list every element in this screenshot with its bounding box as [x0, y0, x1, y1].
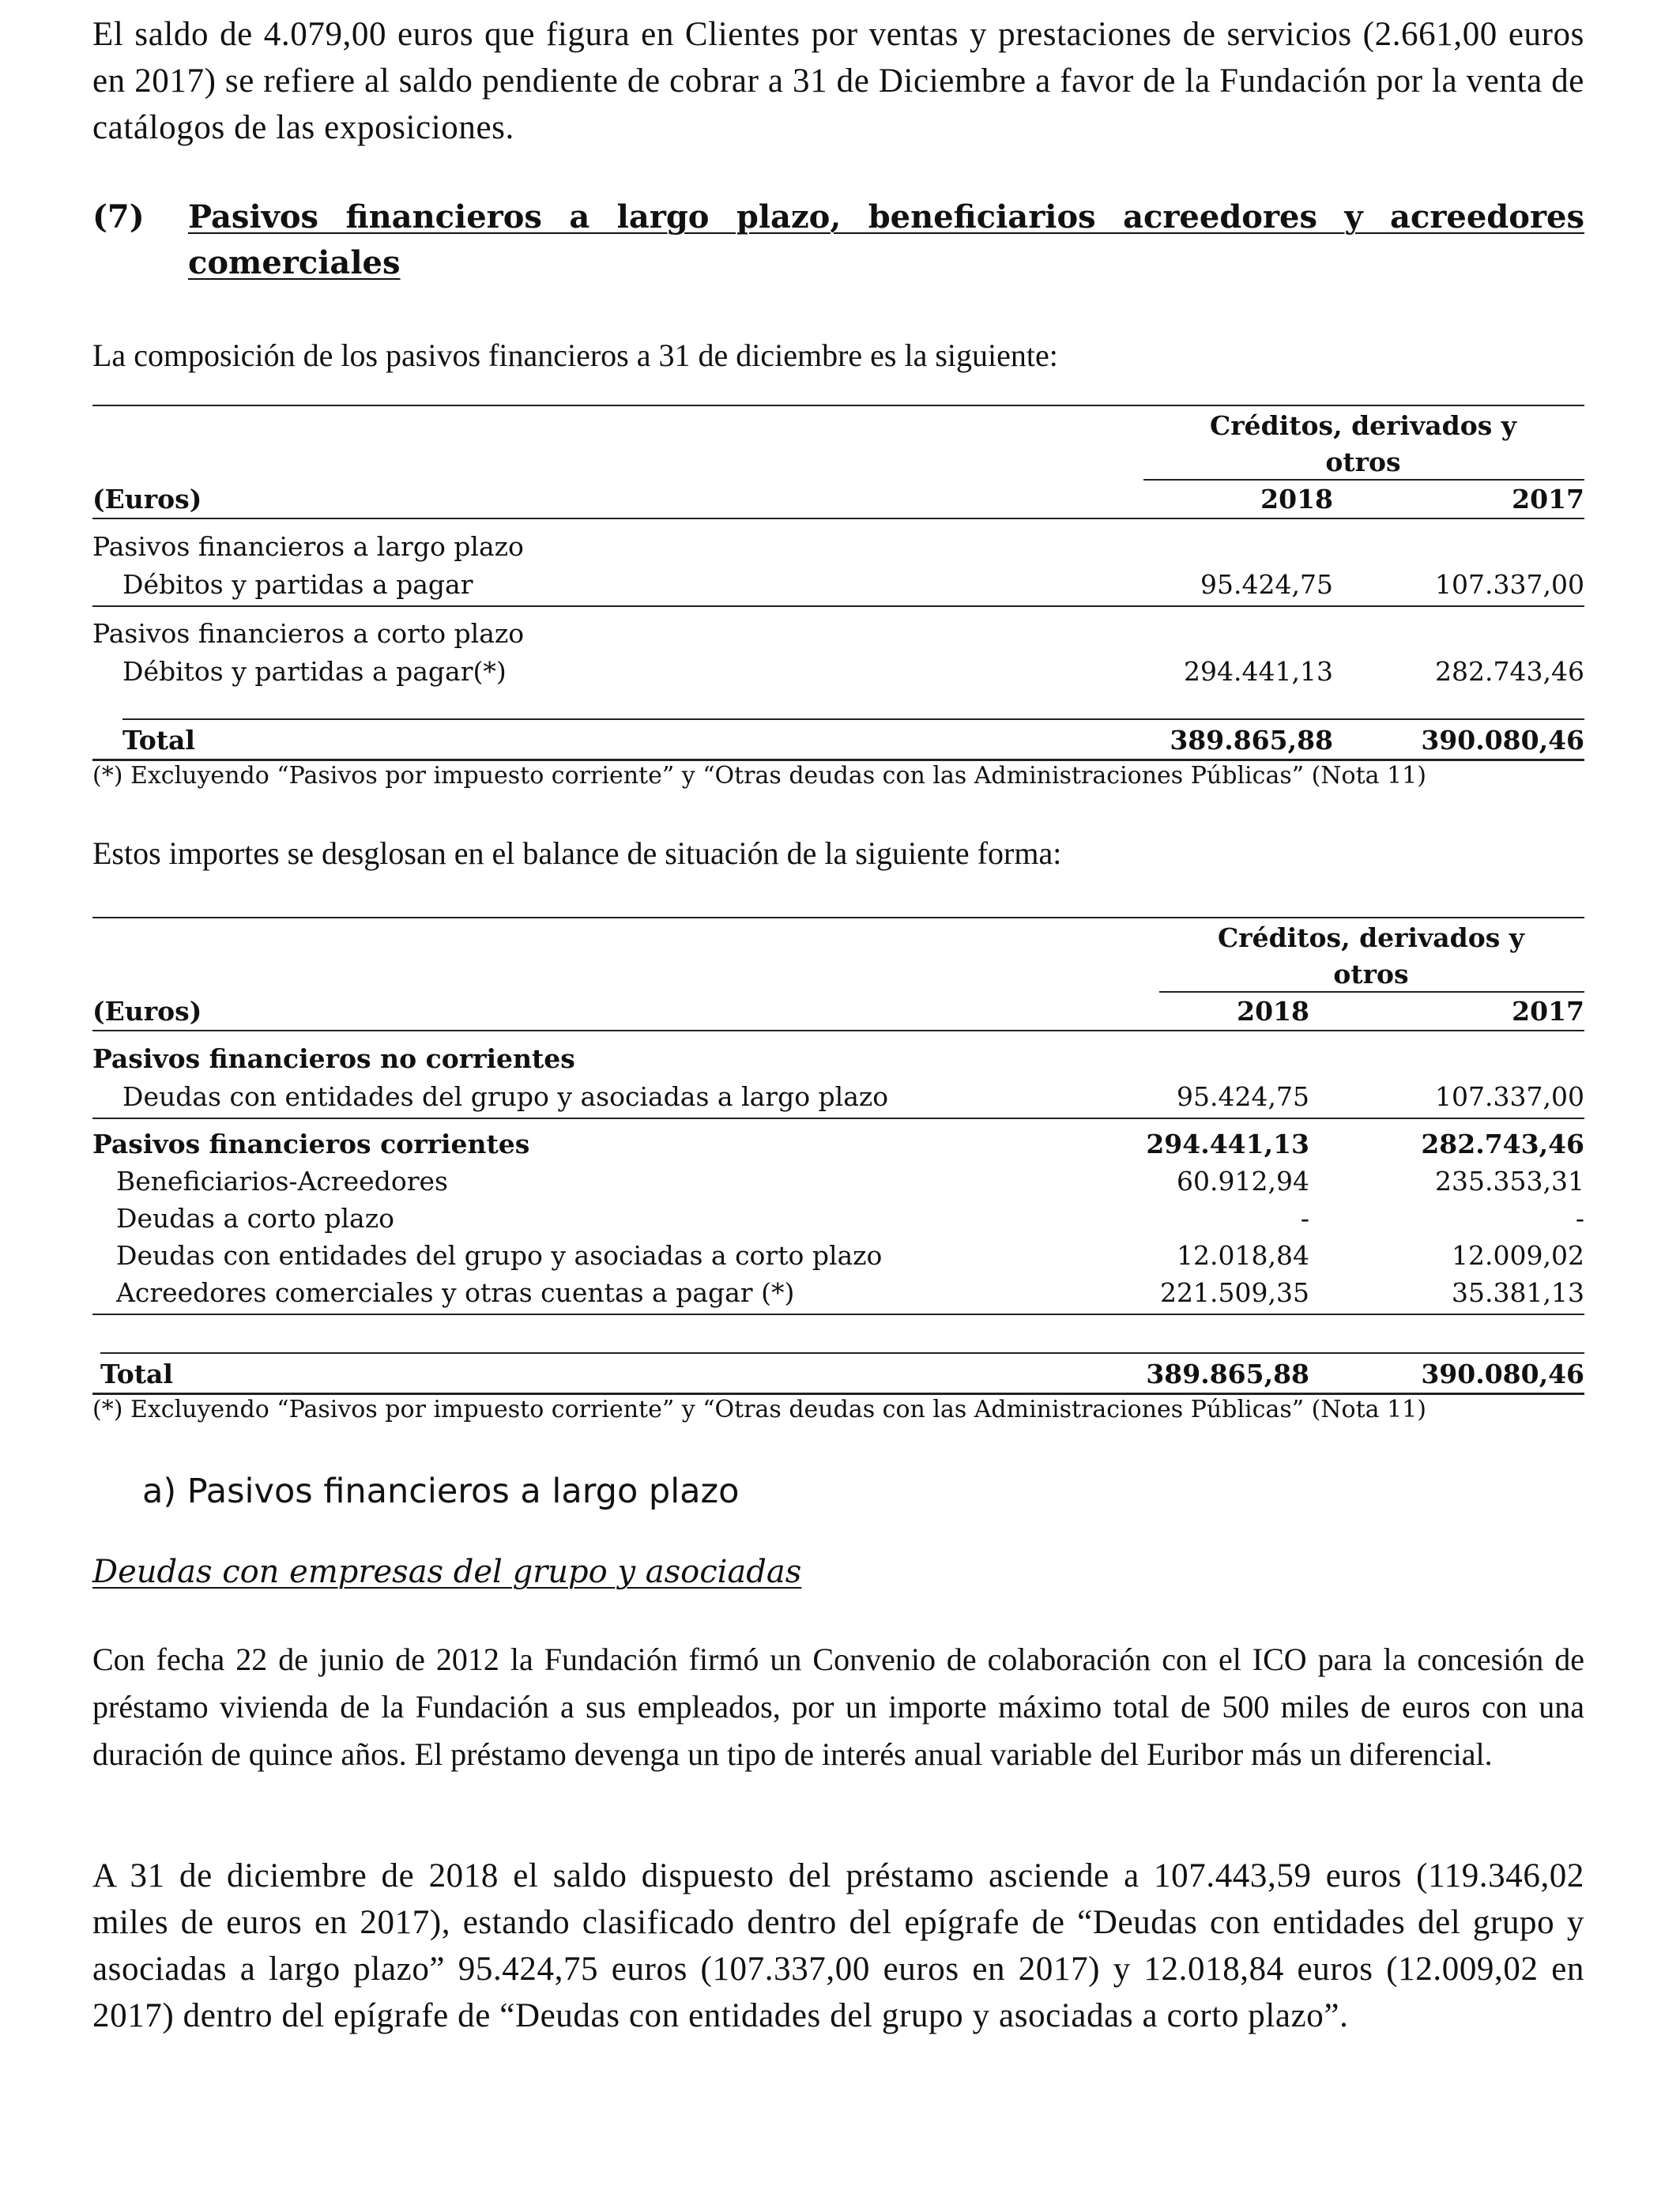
value-2018: 221.509,35 — [1160, 1277, 1309, 1308]
column-2017: 2017 — [1512, 484, 1584, 515]
row-label: Débitos y partidas a pagar(*) — [122, 656, 507, 687]
table-row — [92, 1080, 1584, 1114]
value-2018: 95.424,75 — [1200, 569, 1333, 600]
row-label: Deudas con entidades del grupo y asociadas a largo plazo — [122, 1081, 889, 1112]
intro-paragraph: El saldo de 4.079,00 euros que figura en Clientes por ventas y prestaciones de servicios (2.661,00 euros en 2017) se refiere al saldo pendiente de cobrar a 31 de Diciembre a favor de la Fundación por la venta de catálogos de las exposiciones. — [92, 16, 1584, 146]
value-2017: 12.009,02 — [1452, 1240, 1584, 1271]
row-label: Deudas a corto plazo — [116, 1203, 394, 1234]
group-header-underline — [1143, 479, 1584, 481]
breakdown-intro: Estos importes se desglosan en el balance de situación de la siguiente forma: — [92, 835, 1062, 871]
row-label: Deudas con entidades del grupo y asociadas a corto plazo — [116, 1240, 883, 1271]
total-2018: 389.865,88 — [1146, 1359, 1309, 1389]
total-2017: 390.080,46 — [1421, 1359, 1584, 1389]
total-bottom-rule — [92, 759, 1584, 761]
group-header-line1: Créditos, derivados y — [1210, 410, 1516, 441]
unit-label: (Euros) — [92, 996, 202, 1027]
total-top-rule — [100, 1352, 1584, 1354]
header-bottom-rule — [92, 1030, 1584, 1031]
total-label: Total — [100, 1359, 173, 1389]
row-heading-lp — [92, 530, 1584, 564]
section-title: Pasivos financieros a largo plazo, beneficiarios acreedores y acreedores comerciales — [188, 198, 1584, 281]
value-2017: - — [1575, 1203, 1584, 1234]
table-top-rule — [92, 917, 1584, 918]
table-balance-breakdown — [92, 917, 1584, 1438]
unit-label: (Euros) — [92, 484, 202, 515]
header-row — [92, 482, 1584, 517]
value-2018: - — [1300, 1203, 1309, 1234]
table-footnote: (*) Excluyendo “Pasivos por impuesto corriente” y “Otras deudas con las Administraciones Públicas” (Nota 11) — [92, 762, 1426, 790]
value-2018: 12.018,84 — [1177, 1240, 1309, 1271]
section-heading — [92, 194, 1584, 286]
header-bottom-rule — [92, 518, 1584, 519]
column-group-header — [1159, 920, 1583, 993]
table-footnote: (*) Excluyendo “Pasivos por impuesto corriente” y “Otras deudas con las Administraciones Públicas” (Nota 11) — [92, 1396, 1426, 1423]
group-header-line1: Créditos, derivados y — [1218, 922, 1524, 953]
subsection-a-heading: a) Pasivos financieros a largo plazo — [142, 1472, 740, 1511]
row-heading-corrientes — [92, 1127, 1584, 1162]
total-label: Total — [122, 725, 195, 756]
table-row — [92, 654, 1584, 689]
header-row — [92, 994, 1584, 1029]
italic-subheading: Deudas con empresas del grupo y asociadas — [92, 1554, 802, 1590]
group-header-line2: otros — [1325, 447, 1401, 477]
group-header-underline — [1159, 991, 1584, 993]
total-row — [92, 723, 1584, 758]
composition-intro: La composición de los pasivos financieros a 31 de diciembre es la siguiente: — [92, 337, 1058, 373]
row-separator — [92, 1118, 1584, 1119]
row-label: Pasivos financieros a corto plazo — [92, 618, 525, 649]
table-row — [92, 1201, 1584, 1236]
row-heading-cp — [92, 616, 1584, 651]
total-bottom-rule — [92, 1393, 1584, 1395]
value-2017: 107.337,00 — [1435, 1081, 1584, 1112]
total-2018: 389.865,88 — [1170, 725, 1333, 756]
group-header-line2: otros — [1333, 959, 1409, 990]
value-2018: 294.441,13 — [1184, 656, 1333, 687]
table-row — [92, 1238, 1584, 1273]
value-2018: 60.912,94 — [1177, 1166, 1309, 1197]
table-top-rule — [92, 405, 1584, 406]
row-label: Pasivos financieros no corrientes — [92, 1043, 575, 1074]
column-2018: 2018 — [1260, 484, 1333, 515]
value-2017: 35.381,13 — [1452, 1277, 1584, 1308]
total-top-rule — [122, 718, 1584, 720]
column-group-header — [1143, 408, 1583, 481]
row-label: Pasivos financieros corrientes — [92, 1129, 530, 1159]
table-row — [92, 1164, 1584, 1199]
table-composition — [92, 405, 1584, 800]
value-2018: 294.441,13 — [1146, 1129, 1309, 1159]
value-2017: 235.353,31 — [1435, 1166, 1584, 1197]
row-separator — [92, 605, 1584, 607]
total-row — [92, 1357, 1584, 1392]
value-2017: 282.743,46 — [1435, 656, 1584, 687]
table-row — [92, 1276, 1584, 1310]
row-heading-no-corrientes — [92, 1042, 1584, 1076]
column-2017: 2017 — [1512, 996, 1584, 1027]
value-2017: 107.337,00 — [1435, 569, 1584, 600]
row-label: Débitos y partidas a pagar — [122, 569, 473, 600]
row-label: Acreedores comerciales y otras cuentas a pagar (*) — [116, 1277, 795, 1308]
section-number: (7) — [92, 198, 145, 236]
column-2018: 2018 — [1237, 996, 1309, 1027]
row-label: Pasivos financieros a largo plazo — [92, 531, 524, 562]
total-2017: 390.080,46 — [1421, 725, 1584, 756]
row-separator — [92, 1314, 1584, 1315]
table-row — [92, 567, 1584, 602]
paragraph-balance: A 31 de diciembre de 2018 el saldo dispuesto del préstamo asciende a 107.443,59 euros (119.346,02 miles de euros en 2017), estando clasificado dentro del epígrafe de “Deudas con entidades del grupo y asociadas a largo plazo” 95.424,75 euros (107.337,00 euros en 2017) y 12.018,84 euros (12.009,02 en 2017) dentro del epígrafe de “Deudas con entidades del grupo y asociadas a corto plazo”. — [92, 1857, 1584, 2034]
value-2017: 282.743,46 — [1421, 1129, 1584, 1159]
row-label: Beneficiarios-Acreedores — [116, 1166, 448, 1197]
paragraph-ico: Con fecha 22 de junio de 2012 la Fundación firmó un Convenio de colaboración con el ICO para la concesión de préstamo vivienda de la Fundación a sus empleados, por un importe máximo total de 500 miles de euros con una duración de quince años. El préstamo devenga un tipo de interés anual variable del Euribor más un diferencial. — [92, 1642, 1584, 1772]
value-2018: 95.424,75 — [1177, 1081, 1309, 1112]
